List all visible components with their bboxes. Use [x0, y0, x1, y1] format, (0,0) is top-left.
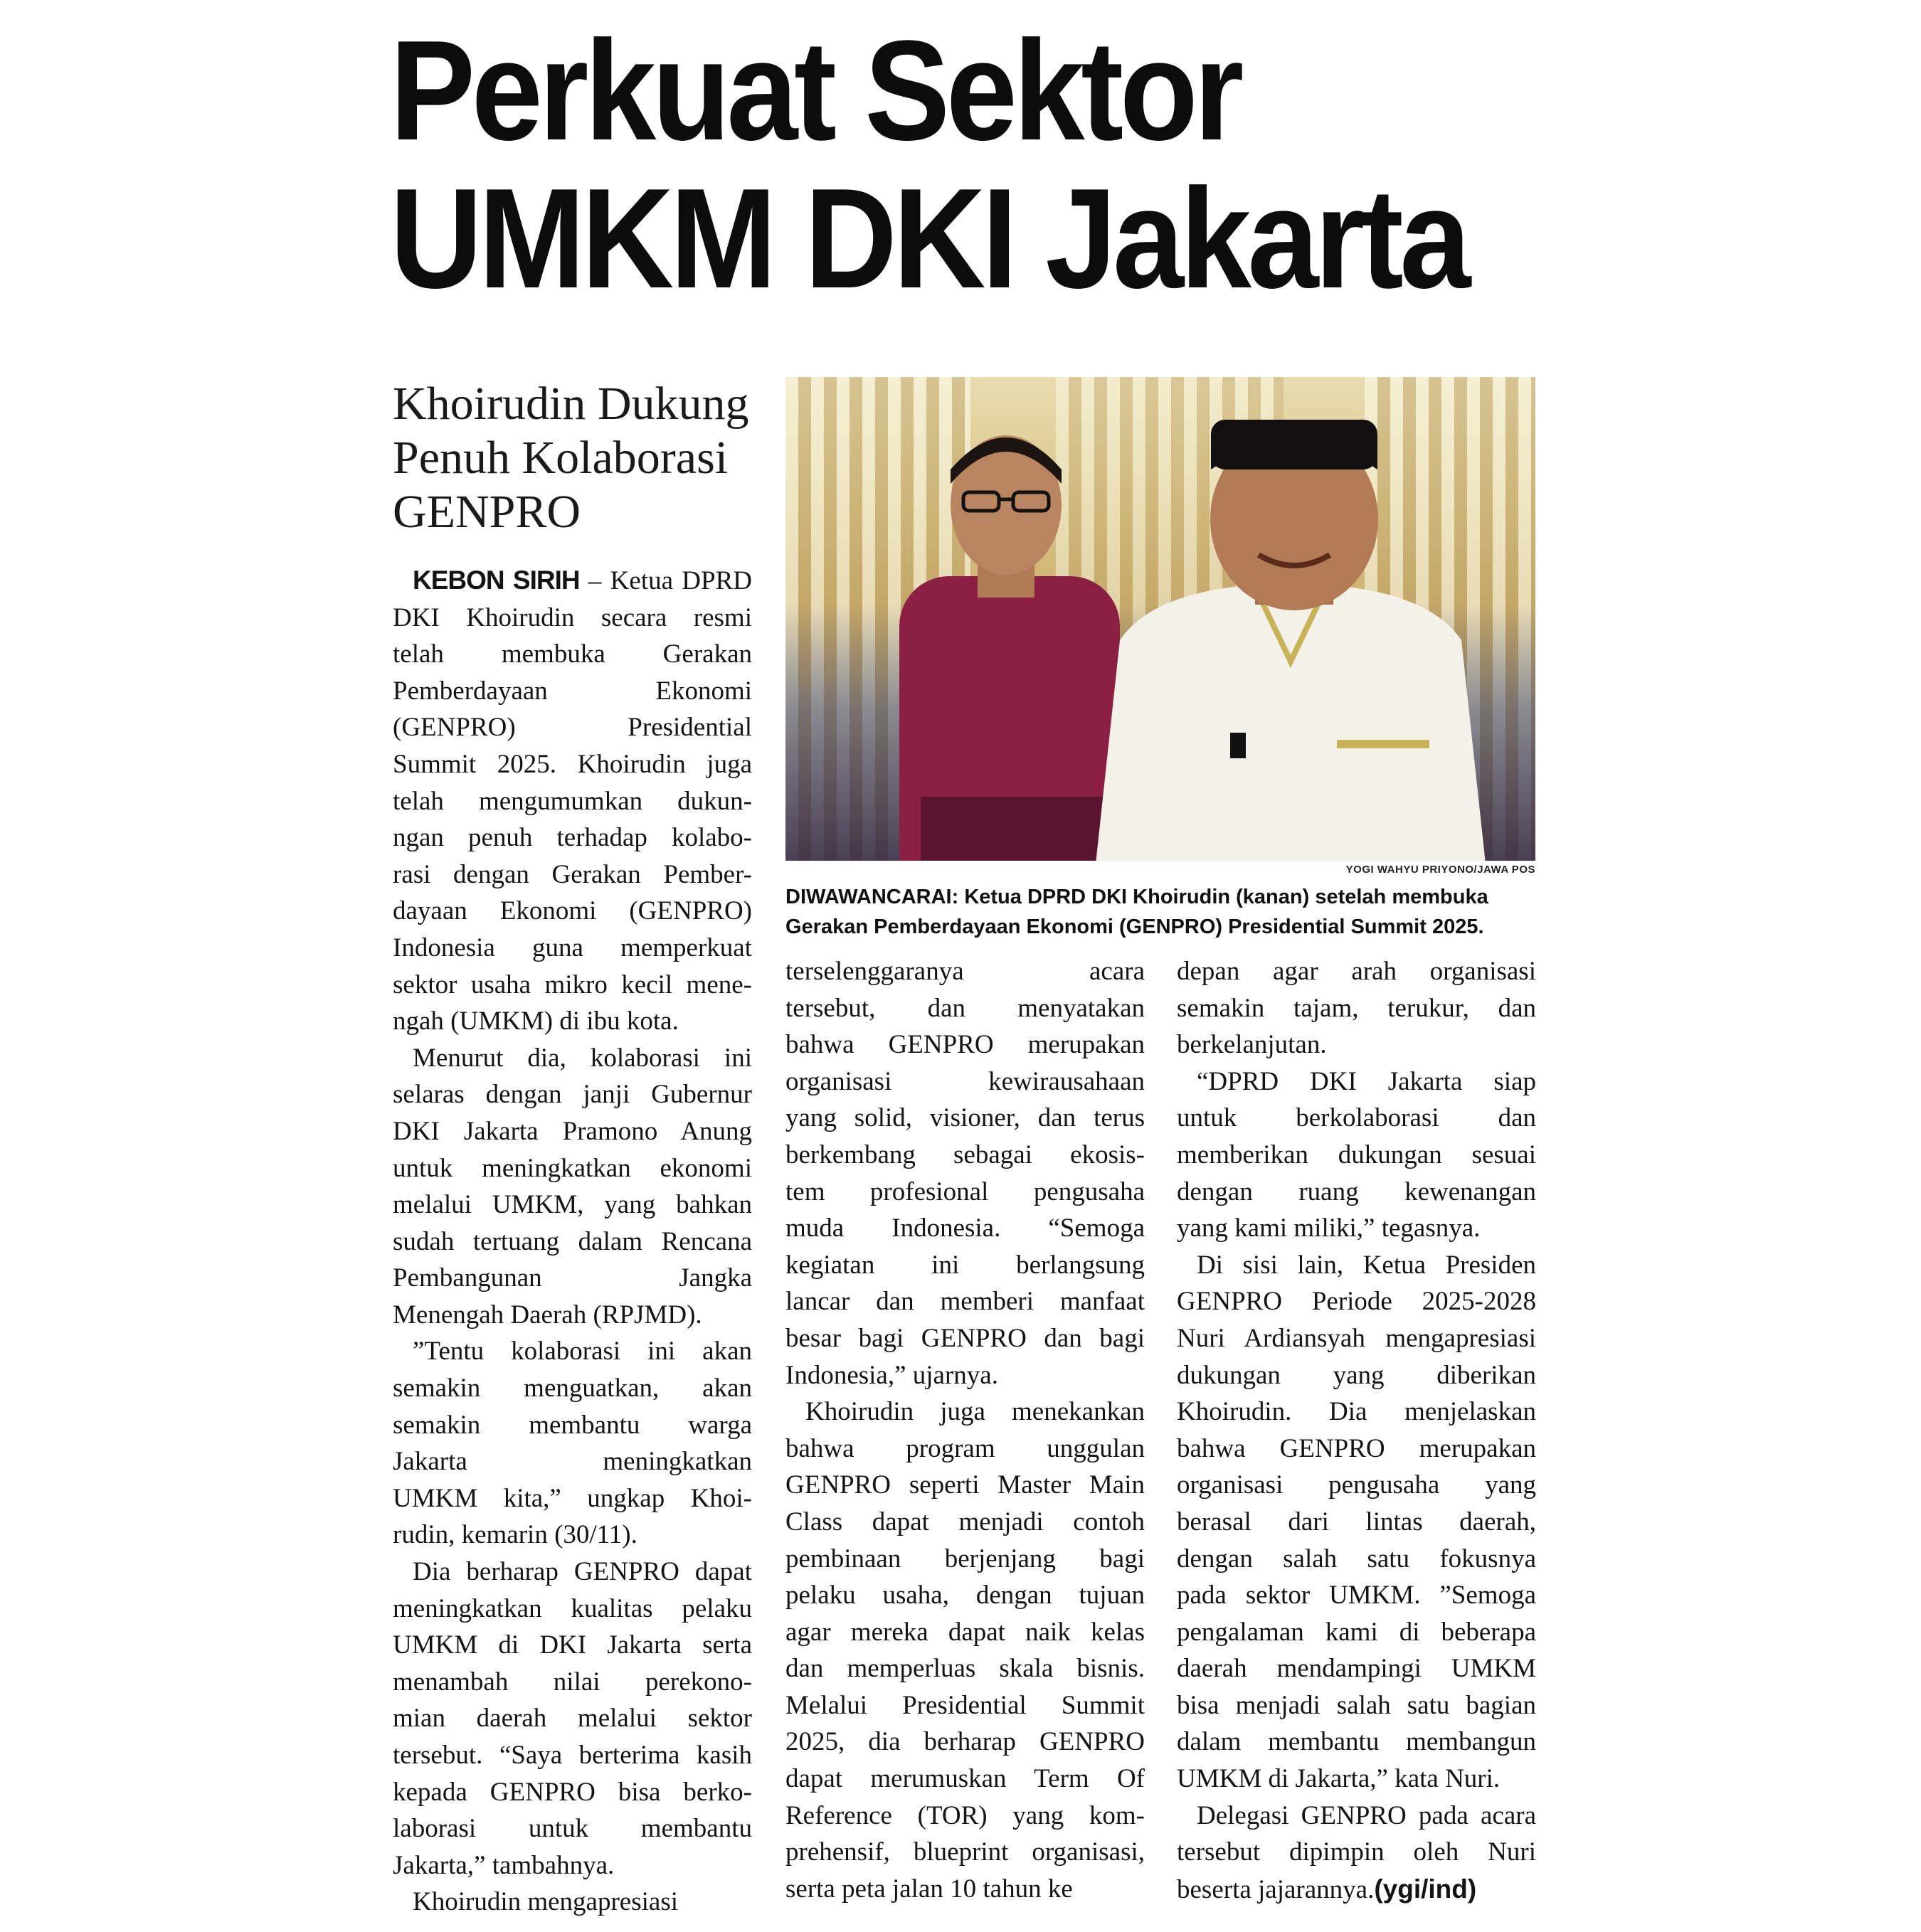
article-line: laborasi untuk membantu: [393, 1814, 752, 1844]
article-line: tersebut, dan menyatakan: [785, 993, 1145, 1023]
article-line: Khoirudin juga menekankan: [805, 1397, 1145, 1427]
article-line: berasal dari lintas daerah,: [1177, 1507, 1536, 1536]
article-line: DKI Jakarta Pramono Anung: [393, 1116, 752, 1146]
article-line: “DPRD DKI Jakarta siap: [1197, 1066, 1536, 1096]
article-line: Jakarta meningkatkan: [393, 1447, 752, 1477]
article-line: menambah nilai perekono-: [393, 1667, 752, 1697]
article-line: kepada GENPRO bisa berko-: [393, 1777, 752, 1807]
article-line: ngah (UMKM) di ibu kota.: [393, 1007, 679, 1036]
article-line: selaras dengan janji Gubernur: [393, 1080, 752, 1110]
article-line: dan memperluas skala bisnis.: [785, 1654, 1145, 1684]
article-line: serta peta jalan 10 tahun ke: [785, 1874, 1073, 1904]
article-line: UMKM di Jakarta,” kata Nuri.: [1177, 1764, 1501, 1794]
article-line: untuk meningkatkan ekonomi: [393, 1153, 752, 1183]
article-line: organisasi kewirausahaan: [785, 1066, 1145, 1096]
article-line: muda Indonesia. “Semoga: [785, 1214, 1145, 1243]
article-photo: [785, 377, 1535, 861]
article-line: bisa menjadi salah satu bagian: [1177, 1690, 1536, 1720]
caption-line-2: Gerakan Pemberdayaan Ekonomi (GENPRO) Presidential Summit 2025.: [785, 915, 1484, 938]
article-line: Khoirudin mengapresiasi: [413, 1887, 678, 1917]
article-line: pengalaman kami di beberapa: [1177, 1617, 1536, 1647]
article-line: besar bagi GENPRO dan bagi: [785, 1323, 1145, 1353]
article-line: pada sektor UMKM. ”Semoga: [1177, 1581, 1536, 1610]
article-line: dengan salah satu fokusnya: [1177, 1544, 1536, 1573]
article-line: sektor usaha mikro kecil mene-: [393, 970, 752, 999]
article-line: Khoirudin. Dia menjelaskan: [1177, 1397, 1536, 1427]
article-line: Summit 2025. Khoirudin juga: [393, 749, 752, 779]
article-line: Delegasi GENPRO pada acara: [1197, 1800, 1536, 1830]
article-line: Di sisi lain, Ketua Presiden: [1197, 1250, 1536, 1280]
article-line: organisasi pengusaha yang: [1177, 1470, 1536, 1500]
article-line: sudah tertuang dalam Rencana: [393, 1226, 752, 1256]
article-headline: [390, 11, 1468, 318]
article-column-2: [785, 953, 1145, 1907]
article-line: semakin menguatkan, akan: [393, 1374, 752, 1403]
article-line: yang kami miliki,” tegasnya.: [1177, 1214, 1481, 1243]
article-line: beserta jajarannya.(ygi/ind): [1177, 1874, 1477, 1904]
article-line: lancar dan memberi manfaat: [785, 1287, 1145, 1317]
article-line: semakin tajam, terukur, dan: [1177, 993, 1536, 1023]
article-line: ”Tentu kolaborasi ini akan: [413, 1337, 752, 1366]
article-line: rudin, kemarin (30/11).: [393, 1520, 637, 1550]
subheadline-line-3: GENPRO: [393, 486, 581, 538]
article-subheadline: [393, 377, 763, 539]
article-line: kegiatan ini berlangsung: [785, 1250, 1145, 1280]
article-line: UMKM kita,” ungkap Khoi-: [393, 1483, 752, 1513]
article-line: depan agar arah organisasi: [1177, 957, 1536, 986]
article-line: KEBON SIRIH – Ketua DPRD: [413, 566, 752, 595]
person-right-figure: [1091, 405, 1490, 861]
photo-caption: [785, 882, 1540, 942]
article-line: untuk berkolaborasi dan: [1177, 1103, 1536, 1133]
article-line: Reference (TOR) yang kom-: [785, 1800, 1145, 1830]
article-line: tem profesional pengusaha: [785, 1177, 1145, 1206]
article-line: agar mereka dapat naik kelas: [785, 1617, 1145, 1647]
article-line: dapat merumuskan Term Of: [785, 1764, 1145, 1794]
article-line: tersebut. “Saya berterima kasih: [393, 1741, 752, 1770]
article-line: berkelanjutan.: [1177, 1030, 1327, 1060]
article-line: Indonesia guna memperkuat: [393, 933, 752, 962]
article-line: berkembang sebagai ekosis-: [785, 1140, 1145, 1169]
article-line: rasi dengan Gerakan Pember-: [393, 859, 752, 889]
photo-credit: YOGI WAHYU PRIYONO/JAWA POS: [1345, 864, 1535, 876]
article-line: bahwa GENPRO merupakan: [1177, 1433, 1536, 1463]
article-line: telah membuka Gerakan: [393, 639, 752, 669]
article-line: UMKM di DKI Jakarta serta: [393, 1630, 752, 1660]
article-line: telah mengumumkan dukun-: [393, 786, 752, 816]
article-line: Jakarta,” tambahnya.: [393, 1850, 615, 1880]
article-line: ngan penuh terhadap kolabo-: [393, 823, 752, 853]
headline-line-1: Perkuat Sektor: [390, 11, 1240, 170]
article-column-3: [1177, 953, 1536, 1908]
article-line: Nuri Ardiansyah mengapresiasi: [1177, 1323, 1536, 1353]
article-line: Melalui Presidential Summit: [785, 1690, 1145, 1720]
article-line: dayaan Ekonomi (GENPRO): [393, 896, 752, 926]
article-line: dukungan yang diberikan: [1177, 1360, 1536, 1390]
article-line: DKI Khoirudin secara resmi: [393, 603, 752, 632]
article-line: Pemberdayaan Ekonomi: [393, 676, 752, 706]
article-line: prehensif, blueprint organisasi,: [785, 1837, 1145, 1867]
article-line: bahwa program unggulan: [785, 1433, 1145, 1463]
article-line: bahwa GENPRO merupakan: [785, 1030, 1145, 1060]
article-line: pembinaan berjenjang bagi: [785, 1544, 1145, 1573]
article-line: Menurut dia, kolaborasi ini: [413, 1043, 752, 1073]
article-line: yang solid, visioner, dan terus: [785, 1103, 1145, 1133]
article-line: pelaku usaha, dengan tujuan: [785, 1581, 1145, 1610]
article-line: semakin membantu warga: [393, 1410, 752, 1440]
article-line: terselenggaranya acara: [785, 957, 1145, 986]
article-line: memberikan dukungan sesuai: [1177, 1140, 1536, 1169]
article-line: Indonesia,” ujarnya.: [785, 1360, 998, 1390]
article-line: 2025, dia berharap GENPRO: [785, 1727, 1145, 1757]
article-line: meningkatkan kualitas pelaku: [393, 1593, 752, 1623]
subheadline-line-2: Penuh Kolaborasi: [393, 432, 729, 484]
article-line: mian daerah melalui sektor: [393, 1704, 752, 1734]
article-line: Class dapat menjadi contoh: [785, 1507, 1145, 1536]
subheadline-line-1: Khoirudin Dukung: [393, 378, 749, 430]
article-line: GENPRO Periode 2025-2028: [1177, 1287, 1536, 1317]
article-line: Dia berharap GENPRO dapat: [413, 1557, 752, 1587]
article-line: tersebut dipimpin oleh Nuri: [1177, 1837, 1536, 1867]
article-line: dengan ruang kewenangan: [1177, 1177, 1536, 1206]
dateline: KEBON SIRIH: [413, 566, 580, 595]
article-line: dalam membantu membangun: [1177, 1727, 1536, 1757]
article-line: Menengah Daerah (RPJMD).: [393, 1300, 702, 1329]
caption-line-1: DIWAWANCARAI: Ketua DPRD DKI Khoirudin (kanan) setelah membuka: [785, 886, 1488, 908]
article-line: daerah mendampingi UMKM: [1177, 1654, 1536, 1684]
article-line: GENPRO seperti Master Main: [785, 1470, 1145, 1500]
article-column-1: [393, 562, 752, 1921]
article-line: (GENPRO) Presidential: [393, 713, 752, 743]
article-line: Pembangunan Jangka: [393, 1263, 752, 1293]
article-line: melalui UMKM, yang bahkan: [393, 1190, 752, 1220]
article-signoff: (ygi/ind): [1374, 1874, 1477, 1904]
headline-line-2: UMKM DKI Jakarta: [390, 159, 1468, 318]
